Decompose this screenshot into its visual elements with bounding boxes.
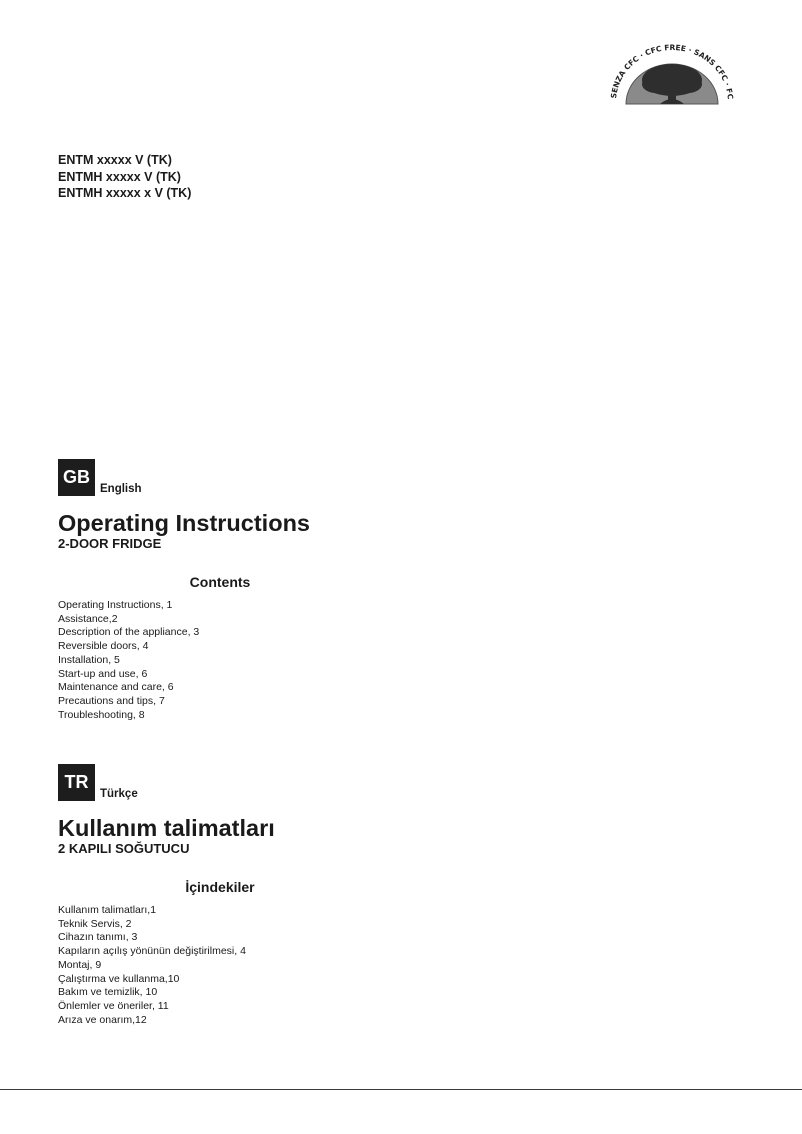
toc-item: Montaj, 9 <box>58 958 102 971</box>
manual-subtitle: 2-DOOR FRIDGE <box>58 536 162 551</box>
toc-item: Arıza ve onarım,12 <box>58 1013 147 1026</box>
footer-divider <box>0 1089 802 1090</box>
table-of-contents <box>58 904 358 1027</box>
toc-item: Teknik Servis, 2 <box>58 917 132 930</box>
toc-item: Bakım ve temizlik, 10 <box>58 986 158 999</box>
tree-icon <box>608 40 736 110</box>
model-line: ENTMH xxxxx V (TK) <box>58 169 181 184</box>
manual-subtitle: 2 KAPILI SOĞUTUCU <box>58 841 190 856</box>
manual-title: Operating Instructions <box>58 510 310 536</box>
toc-item: Operating Instructions, 1 <box>58 599 173 611</box>
table-of-contents <box>58 599 358 722</box>
toc-item: Kullanım talimatları,1 <box>58 904 157 916</box>
model-line: ENTM xxxxx V (TK) <box>58 153 172 167</box>
toc-item: Start-up and use, 6 <box>58 667 148 680</box>
toc-item: Cihazın tanımı, 3 <box>58 931 138 944</box>
toc-item: Precautions and tips, 7 <box>58 694 165 707</box>
cfc-free-logo <box>608 40 736 110</box>
toc-item: Önlemler ve öneriler, 11 <box>58 999 169 1012</box>
toc-item: Çalıştırma ve kullanma,10 <box>58 972 180 985</box>
toc-item: Troubleshooting, 8 <box>58 708 145 721</box>
svg-text:SENZA CFC · CFC FREE · SANS CF: SENZA CFC · CFC FREE · SANS CFC · FC <box>609 42 735 100</box>
toc-item: Installation, 5 <box>58 653 120 666</box>
model-line: ENTMH xxxxx x V (TK) <box>58 186 192 200</box>
toc-item: Reversible doors, 4 <box>58 640 149 653</box>
language-code-badge: TR <box>58 764 95 801</box>
turkish-section <box>58 764 358 1027</box>
contents-heading: İçindekiler <box>185 879 255 895</box>
model-numbers <box>58 152 191 202</box>
toc-item: Assistance,2 <box>58 612 118 625</box>
language-code-badge: GB <box>58 459 95 496</box>
toc-item: Description of the appliance, 3 <box>58 626 200 639</box>
english-section <box>58 459 358 722</box>
toc-item: Kapıların açılış yönünün değiştirilmesi, 4 <box>58 945 246 958</box>
manual-title: Kullanım talimatları <box>58 815 275 841</box>
language-name: Türkçe <box>100 788 138 800</box>
language-name: English <box>100 483 142 495</box>
contents-heading: Contents <box>189 574 251 590</box>
language-header <box>58 459 358 496</box>
toc-item: Maintenance and care, 6 <box>58 681 174 694</box>
language-header <box>58 764 358 801</box>
